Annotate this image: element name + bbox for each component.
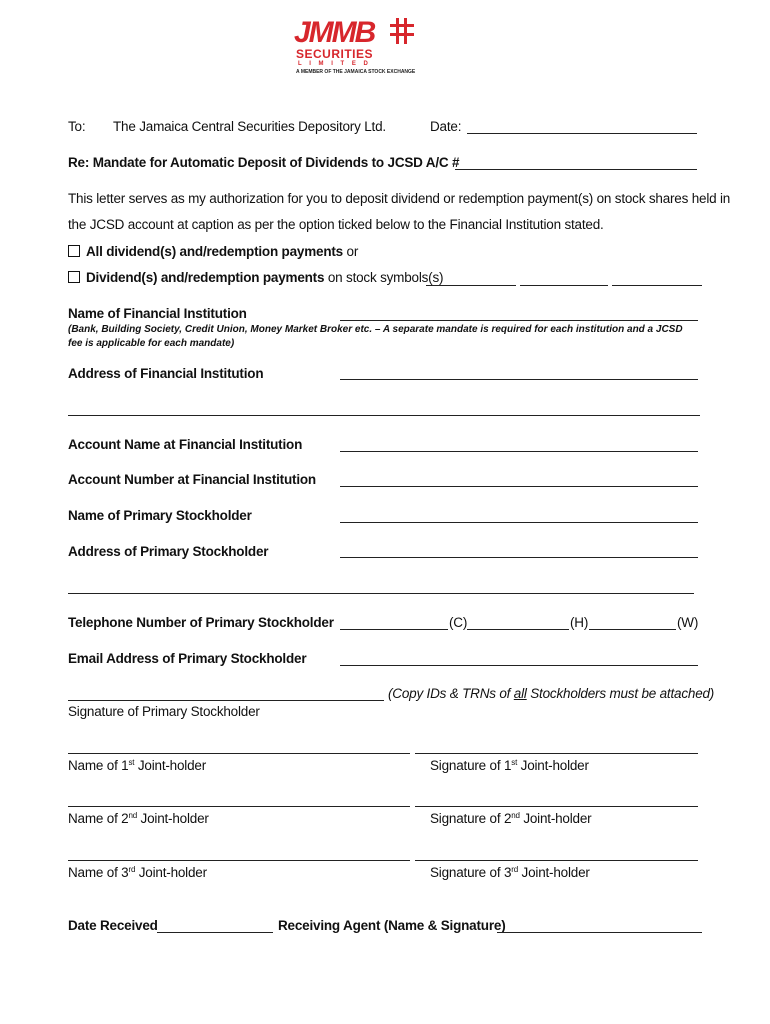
fin-inst-note: (Bank, Building Society, Credit Union, Money Market Broker etc. – A separate mandate is required for each institution and a JCSD fee is applicable for each mandate) xyxy=(68,324,683,349)
body-text-line2: the JCSD account at caption as per the option ticked below to the Financial Institution stated. xyxy=(68,217,604,232)
attachment-note xyxy=(388,686,714,701)
logo-member-text: A MEMBER OF THE JAMAICA STOCK EXCHANGE xyxy=(296,69,416,75)
option-all-suffix: or xyxy=(343,244,359,259)
fin-addr-label: Address of Financial Institution xyxy=(68,366,264,381)
joint3-name-pre: Name of 3 xyxy=(68,865,129,880)
attachment-note-post: Stockholders must be attached) xyxy=(526,686,715,701)
joint1-sig-pre: Signature of 1 xyxy=(430,758,512,773)
joint2-name-sup: nd xyxy=(128,811,137,820)
primary-addr-field-1[interactable] xyxy=(340,557,698,558)
email-label: Email Address of Primary Stockholder xyxy=(68,651,307,666)
joint2-name-pre: Name of 2 xyxy=(68,811,129,826)
email-field[interactable] xyxy=(340,665,698,666)
checkbox-all-dividends[interactable] xyxy=(68,245,80,257)
joint1-name-sup: st xyxy=(128,758,135,767)
fin-inst-field[interactable] xyxy=(340,320,698,321)
option-symbols-suffix: on stock symbols(s) xyxy=(324,270,444,285)
telephone-cell-marker: (C) xyxy=(449,615,468,630)
joint3-name-label xyxy=(68,865,207,880)
to-label: To: xyxy=(68,119,86,134)
receiving-agent-label: Receiving Agent (Name & Signature) xyxy=(278,918,506,933)
option-all-dividends[interactable] xyxy=(68,244,358,259)
joint1-signature-label xyxy=(430,758,589,773)
fin-inst-label: Name of Financial Institution xyxy=(68,306,247,321)
fin-addr-field-1[interactable] xyxy=(340,379,698,380)
acct-name-field[interactable] xyxy=(340,451,698,452)
primary-addr-field-2[interactable] xyxy=(68,593,694,594)
telephone-label: Telephone Number of Primary Stockholder xyxy=(68,615,334,630)
joint3-name-field[interactable] xyxy=(68,860,410,861)
joint1-name-pre: Name of 1 xyxy=(68,758,129,773)
attachment-note-pre: (Copy IDs & TRNs of xyxy=(388,686,514,701)
primary-signature-label: Signature of Primary Stockholder xyxy=(68,704,260,719)
date-field[interactable] xyxy=(467,133,697,134)
to-value: The Jamaica Central Securities Depository Ltd. xyxy=(113,119,386,134)
telephone-home-field[interactable] xyxy=(467,629,569,630)
logo-securities: SECURITIES xyxy=(296,47,374,61)
primary-addr-label: Address of Primary Stockholder xyxy=(68,544,269,559)
joint2-sig-sup: nd xyxy=(511,811,520,820)
fin-addr-field-2[interactable] xyxy=(68,415,700,416)
option-all-label: All dividend(s) and/redemption payments xyxy=(86,244,343,259)
joint2-name-label xyxy=(68,811,209,826)
joint3-signature-field[interactable] xyxy=(415,860,698,861)
jcsd-account-field[interactable] xyxy=(455,169,697,170)
option-stock-symbols[interactable] xyxy=(68,270,443,285)
joint2-signature-label xyxy=(430,811,591,826)
joint2-signature-field[interactable] xyxy=(415,806,698,807)
joint3-name-sup: rd xyxy=(128,865,136,874)
primary-signature-field[interactable] xyxy=(68,700,384,701)
joint1-name-field[interactable] xyxy=(68,753,410,754)
stock-symbol-field-1[interactable] xyxy=(426,285,516,286)
body-text-line1: This letter serves as my authorization for you to deposit dividend or redemption payment(s) on stock shares held in xyxy=(68,191,731,206)
joint3-sig-sup: rd xyxy=(511,865,518,874)
joint3-name-post: Joint-holder xyxy=(135,865,207,880)
acct-name-label: Account Name at Financial Institution xyxy=(68,437,303,452)
option-symbols-label: Dividend(s) and/redemption payments xyxy=(86,270,325,285)
joint1-sig-sup: st xyxy=(511,758,518,767)
acct-num-field[interactable] xyxy=(340,486,698,487)
telephone-work-field[interactable] xyxy=(589,629,676,630)
date-received-field[interactable] xyxy=(157,932,273,933)
joint1-sig-post: Joint-holder xyxy=(517,758,589,773)
primary-name-field[interactable] xyxy=(340,522,698,523)
joint1-name-label xyxy=(68,758,206,773)
stock-symbol-field-3[interactable] xyxy=(612,285,702,286)
joint2-sig-post: Joint-holder xyxy=(519,811,592,826)
telephone-cell-field[interactable] xyxy=(340,629,448,630)
joint2-sig-pre: Signature of 2 xyxy=(430,811,512,826)
joint3-signature-label xyxy=(430,865,590,880)
logo-wordmark: JMMB xyxy=(294,16,375,49)
subject-line: Re: Mandate for Automatic Deposit of Dividends to JCSD A/C # xyxy=(68,155,460,170)
joint3-sig-pre: Signature of 3 xyxy=(430,865,512,880)
date-label: Date: xyxy=(430,119,462,134)
company-logo xyxy=(292,16,422,76)
attachment-note-all: all xyxy=(513,686,527,701)
telephone-home-marker: (H) xyxy=(570,615,589,630)
date-received-label: Date Received xyxy=(68,918,158,933)
joint1-signature-field[interactable] xyxy=(415,753,698,754)
stock-symbol-field-2[interactable] xyxy=(520,285,608,286)
joint2-name-field[interactable] xyxy=(68,806,410,807)
acct-num-label: Account Number at Financial Institution xyxy=(68,472,316,487)
logo-limited: L I M I T E D xyxy=(298,61,371,67)
joint1-name-post: Joint-holder xyxy=(134,758,207,773)
telephone-work-marker: (W) xyxy=(677,615,699,630)
checkbox-stock-symbols[interactable] xyxy=(68,271,80,283)
joint2-name-post: Joint-holder xyxy=(136,811,209,826)
joint3-sig-post: Joint-holder xyxy=(517,865,590,880)
primary-name-label: Name of Primary Stockholder xyxy=(68,508,252,523)
receiving-agent-field[interactable] xyxy=(497,932,702,933)
